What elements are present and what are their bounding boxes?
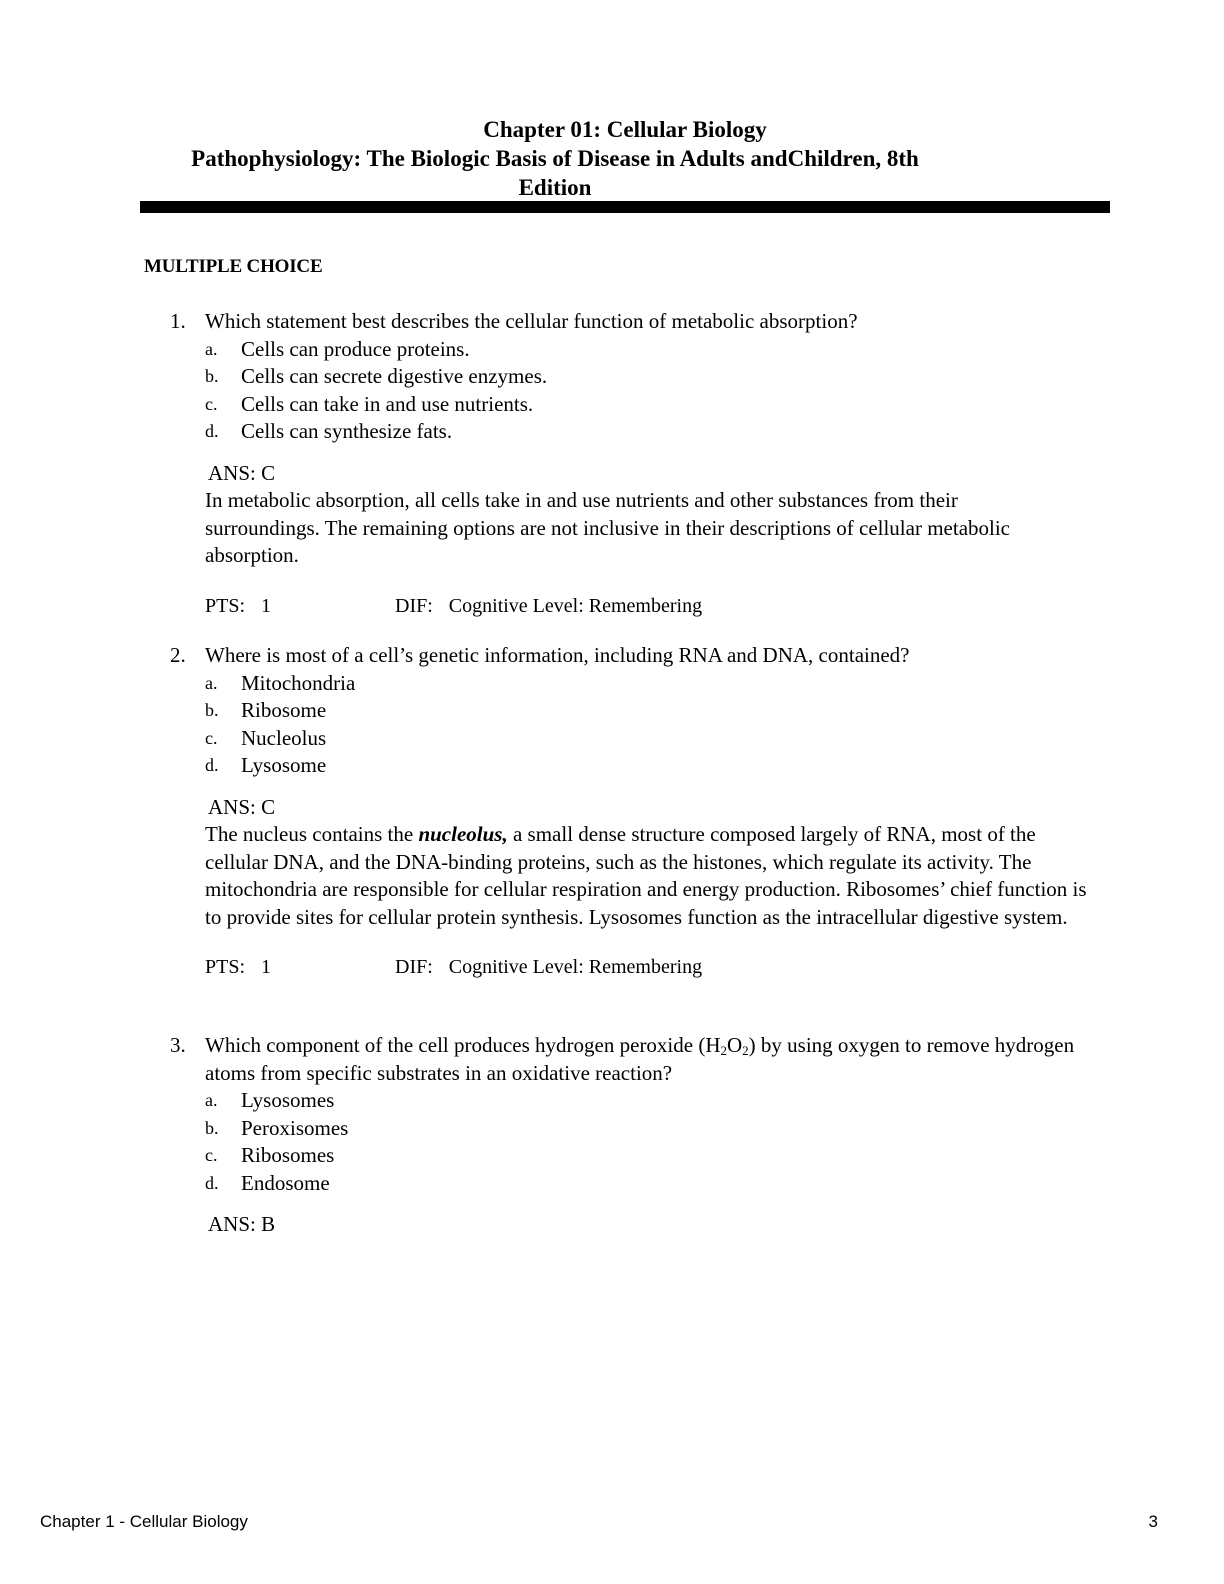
subscript: 2 [720,1043,727,1058]
option-c [205,391,1110,419]
option-letter: c. [205,727,218,748]
option-letter: c. [205,1145,218,1165]
option-text: Lysosomes [241,1088,335,1112]
question-text-part: Which component of the cell produces hydrogen peroxide (H [205,1033,721,1057]
question-number: 3. [170,1033,186,1057]
question-text [205,1032,1110,1087]
pts-label: PTS: [205,594,246,617]
option-letter: a. [205,1090,218,1110]
option-text: Cells can produce proteins. [241,336,470,361]
option-a [205,1087,1110,1115]
option-letter: d. [205,755,219,775]
question-text-part: ) by using oxygen to remove hydrogen atoms from specific substrates in an oxidative reaction? [205,1033,1075,1085]
option-letter: b. [205,366,219,386]
question-number: 1. [170,309,186,333]
rationale [205,821,1110,931]
header-rule [140,201,1110,213]
book-subtitle: Pathophysiology: The Biologic Basis of Disease in Adults andChildren, 8th Edition [191,146,919,200]
dif-label: DIF: [395,594,433,617]
option-b [205,1115,1110,1143]
option-letter: a. [205,672,218,693]
option-text: Ribosome [241,698,327,722]
rationale: In metabolic absorption, all cells take in and use nutrients and other substances from their surroundings. The remaining options are not inclusive in their descriptions of cellular metabolic absorption. [205,488,1011,567]
option-d [205,1170,1110,1198]
option-b [205,363,1110,391]
option-text: Endosome [241,1170,330,1195]
answer-key: ANS: C [208,794,276,819]
question-2 [170,642,1110,982]
question-meta [205,593,1110,621]
question-text-part: O [727,1033,743,1057]
option-letter: d. [205,421,219,441]
option-letter: d. [205,1172,219,1193]
dif-value: Cognitive Level: Remembering [448,594,703,617]
pts-label: PTS: [205,956,246,978]
option-text: Cells can synthesize fats. [241,419,453,443]
option-b [205,697,1110,725]
question-text: Where is most of a cell’s genetic information, including RNA and DNA, contained? [205,643,910,667]
page-number: 3 [1148,1512,1158,1531]
subscript: 2 [742,1043,749,1058]
option-text: Nucleolus [241,725,327,750]
document-header [140,115,1110,202]
option-text: Cells can secrete digestive enzymes. [241,364,548,388]
answer-key: ANS: C [208,460,276,485]
answer-key: ANS: B [208,1212,276,1236]
option-c [205,1142,1110,1170]
dif-label: DIF: [395,956,433,978]
chapter-title: Chapter 01: Cellular Biology [483,117,767,142]
rationale-text: The nucleus contains the [205,822,419,846]
question-3 [170,1032,1110,1239]
section-heading: MULTIPLE CHOICE [144,256,323,277]
option-d [205,418,1110,446]
option-c [205,725,1110,753]
option-a [205,336,1110,364]
question-meta [205,954,1110,982]
question-1 [170,308,1110,620]
option-letter: b. [205,700,219,720]
question-text: Which statement best describes the cellular function of metabolic absorption? [205,309,858,333]
option-letter: a. [205,338,218,359]
pts-value: 1 [261,594,272,617]
option-letter: c. [205,393,218,414]
option-d [205,752,1110,780]
option-text: Lysosome [241,753,327,777]
pts-value: 1 [261,956,272,978]
option-a [205,670,1110,698]
option-text: Peroxisomes [241,1115,349,1140]
option-text: Ribosomes [241,1143,335,1167]
footer-chapter-label: Chapter 1 - Cellular Biology [40,1512,248,1531]
rationale-emphasis: nucleolus, [418,822,508,846]
option-text: Cells can take in and use nutrients. [241,391,534,416]
option-text: Mitochondria [241,670,356,695]
dif-value: Cognitive Level: Remembering [448,956,703,978]
rationale-text: a small dense structure composed largely of RNA, most of the cellular DNA, and the DNA-binding proteins, such as the histones, which regulate its activity. The mitochondria are responsible for cellular respiration and energy production. Ribosomes’ chief function is to provide sites for cellular protein synthesis. Lysosomes function as the intracellular digestive system. [205,822,1087,929]
question-number: 2. [170,643,186,667]
option-letter: b. [205,1117,219,1138]
